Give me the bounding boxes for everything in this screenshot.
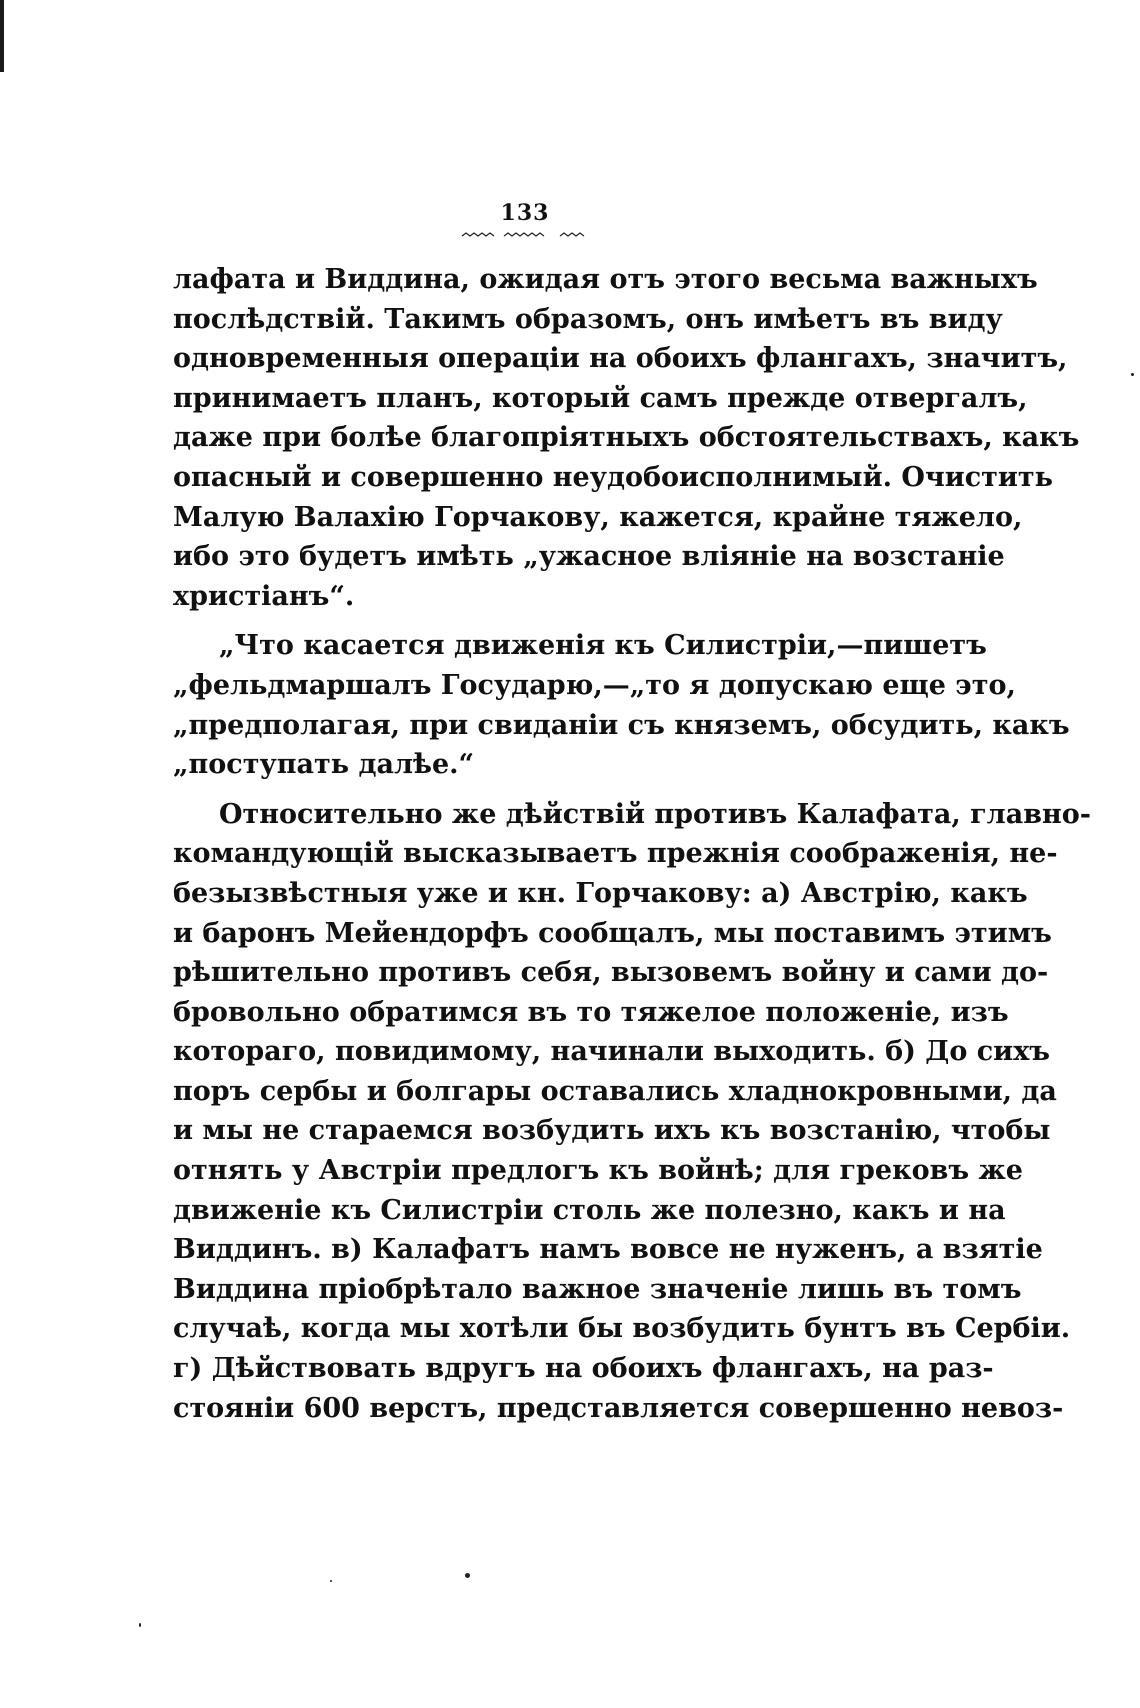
text-line: командующій высказываетъ прежнія соображенія, не- [173, 838, 1058, 870]
text-line: стояніи 600 верстъ, представляется совершенно невоз- [173, 1392, 1064, 1424]
text-line: принимаетъ планъ, который самъ прежде отвергалъ, [173, 382, 1028, 414]
text-line: лафата и Виддина, ожидая отъ этого весьма важныхъ [173, 264, 1038, 295]
text-line: даже при болѣе благопріятныхъ обстоятельствахъ, какъ [173, 422, 1080, 454]
paragraph [173, 260, 1080, 616]
text-line: Малую Валахію Горчакову, кажется, крайне тяжело, [173, 501, 1023, 533]
text-line: и баронъ Мейендорфъ сообщалъ, мы поставимъ этимъ [173, 917, 1052, 949]
text-line: ибо это будетъ имѣть „ужасное вліяніе на возстаніе [173, 541, 1005, 573]
text-line: поръ сербы и болгары оставались хладнокровными, да [173, 1075, 1057, 1107]
text-line: движеніе къ Силистріи столь же полезно, какъ и на [173, 1194, 1006, 1226]
scan-speck [465, 1573, 470, 1578]
paragraph-gap [173, 785, 893, 795]
text-line: послѣдствій. Такимъ образомъ, онъ имѣетъ въ виду [173, 303, 1003, 335]
scan-edge-mark [0, 0, 4, 72]
text-line: одновременныя операціи на обоихъ флангахъ, значитъ, [173, 343, 1068, 375]
paragraph-gap [173, 616, 893, 626]
text-line: бровольно обратимся въ то тяжелое положеніе, изъ [173, 996, 1009, 1028]
text-line: христіанъ“. [173, 580, 355, 612]
ornament-rule [460, 230, 590, 240]
text-line: рѣшительно противъ себя, вызовемъ войну и сами до- [173, 957, 1049, 989]
text-line: г) Дѣйствовать вдругъ на обоихъ флангахъ, на раз- [173, 1353, 994, 1385]
paragraph [173, 795, 1091, 1429]
text-line: котораго, повидимому, начинали выходить. б) До сихъ [173, 1036, 1050, 1068]
paragraph [173, 626, 1070, 784]
text-line: случаѣ, когда мы хотѣли бы возбудить бунтъ въ Сербіи. [173, 1313, 1071, 1345]
scan-speck [330, 1580, 332, 1582]
text-line: Относительно же дѣйствій противъ Калафата, главно- [219, 798, 1091, 830]
text-line: отнять у Австріи предлогъ къ войнѣ; для грековъ же [173, 1155, 1023, 1187]
text-line: „предполагая, при свиданіи съ княземъ, обсудить, какъ [173, 709, 1070, 741]
text-line: „фельдмаршалъ Государю,—„то я допускаю еще это, [173, 669, 1016, 701]
scan-speck [1131, 373, 1134, 376]
text-line: и мы не стараемся возбудить ихъ къ возстанію, чтобы [173, 1115, 1051, 1147]
scan-speck [139, 1623, 141, 1627]
page-number: 133 [500, 200, 550, 226]
text-line: „Что касается движенія къ Силистріи,—пишетъ [219, 630, 987, 662]
body-text [173, 260, 1091, 1428]
text-line: Виддинъ. в) Калафатъ намъ вовсе не нуженъ, а взятіе [173, 1234, 1043, 1266]
text-line: опасный и совершенно неудобоисполнимый. Очистить [173, 461, 1053, 493]
text-line: безызвѣстныя уже и кн. Горчакову: а) Австрію, какъ [173, 877, 1028, 909]
text-line: Виддина пріобрѣтало важное значеніе лишь въ томъ [173, 1273, 1022, 1305]
text-line: „поступать далѣе.“ [173, 749, 475, 781]
